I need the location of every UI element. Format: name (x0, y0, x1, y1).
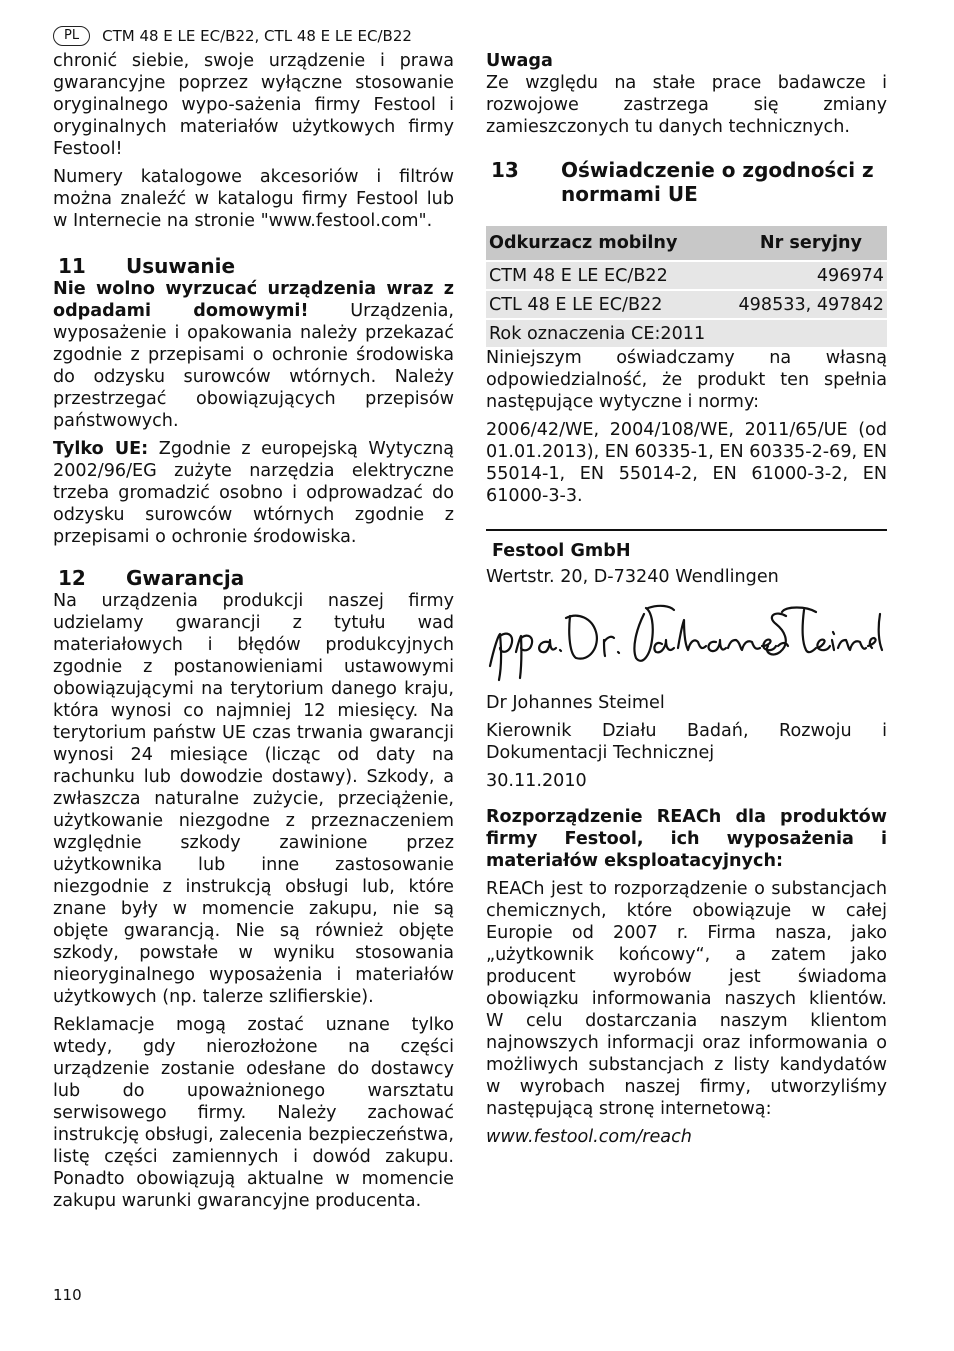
note-title: Uwaga (486, 51, 553, 71)
cell-ce-year: Rok oznaczenia CE:2011 (486, 319, 887, 347)
signature-date: 30.11.2010 (486, 771, 587, 791)
section-number: 12 (58, 566, 86, 590)
table-row-ce (486, 319, 887, 347)
note-text: Ze względu na stałe prace badawcze i rozwojowe zastrzega się zmiany zamieszczonych tu danych technicznych. (486, 73, 887, 137)
company-address: Wertstr. 20, D-73240 Wendlingen (486, 567, 779, 587)
signature-icon (486, 596, 887, 682)
conformity-table (486, 226, 887, 347)
warranty-paragraph-2: Reklamacje mogą zostać uznane tylko wtedy, gdy nierozłożone na części urządzenie zostanie odesłane do dostawcy lub do upoważnionego warsztatu serwisowego firmy. Należy zachować instrukcję obsługi, zalecenia bezpieczeństwa, listę części zamiennych i dowód zakupu. Ponadto obowiązują aktualne w momencie zakupu warunki gwarancyjne producenta. (53, 1015, 454, 1211)
reach-text: REACh jest to rozporządzenie o substancjach chemicznych, które obowiązuje w całej Europie od 2007 r. Firma nasza, jako „użytkownik końcowy“, a zatem jako producent wyrobów jest świadoma obowiązku informowania naszych klientów. W celu dostarczania naszym klientom najnowszych informacji oraz informowania o możliwych substancjach z listy kandydatów w wyrobach naszej firmy, utworzyliśmy następującą stronę internetową: (486, 879, 887, 1119)
section-number: 11 (58, 254, 86, 278)
signature-image (486, 596, 887, 682)
disposal-warning: Nie wolno wyrzucać urządzenia wraz z odpadami domowymi! (53, 279, 454, 321)
section-number: 13 (491, 158, 519, 182)
reach-title: Rozporządzenie REACh dla produktów firmy Festool, ich wyposażenia i materiałów eksploatacyjnych: (486, 807, 887, 871)
section-title: Gwarancja (126, 566, 245, 590)
column-header-model: Odkurzacz mobilny (486, 226, 711, 261)
page-number: 110 (53, 1286, 82, 1304)
disposal-text: Urządzenia, wyposażenie i opakowania należy przekazać zgodnie z przepisami o ochronie środowiska do odzysku surowców wtórnych. Należy przestrzegać obowiązujących przepisów państwowych. (53, 301, 454, 431)
header-models: CTM 48 E LE EC/B22, CTL 48 E LE EC/B22 (102, 27, 412, 45)
right-column (486, 50, 887, 1154)
section-title: Usuwanie (126, 254, 236, 278)
page-header (53, 24, 412, 48)
section-12-heading (53, 566, 454, 590)
left-column (53, 50, 454, 1218)
section-13-heading (486, 158, 887, 206)
eu-only-text: Zgodnie z europejską Wytyczną 2002/96/EG zużyte narzędzia elektryczne trzeba gromadzić osobno i odprowadzać do odzysku surowców wtórnych zgodnie z przepisami o ochronie środowiska. (53, 439, 454, 547)
reach-url[interactable]: www.festool.com/reach (486, 1127, 692, 1147)
section-title: Oświadczenie o zgodności z normami UE (561, 158, 874, 206)
table-row (486, 261, 887, 290)
signer-position: Kierownik Działu Badań, Rozwoju i Dokumentacji Technicznej (486, 721, 887, 763)
signer-name: Dr Johannes Steimel (486, 693, 665, 713)
disposal-paragraph-2 (53, 438, 454, 548)
intro-paragraph-2: Numery katalogowe akcesoriów i filtrów można znaleźć w katalogu firmy Festool lub w Internecie na stronie "www.festool.com". (53, 167, 454, 231)
language-badge: PL (53, 26, 90, 46)
declaration-paragraph-1: Niniejszym oświadczamy na własną odpowiedzialność, że produkt ten spełnia następujące wytyczne i normy: (486, 348, 887, 412)
company-name: Festool GmbH (492, 541, 631, 561)
cell-serial: 496974 (711, 261, 887, 290)
cell-model: CTL 48 E LE EC/B22 (486, 290, 711, 319)
cell-serial: 498533, 497842 (711, 290, 887, 319)
cell-model: CTM 48 E LE EC/B22 (486, 261, 711, 290)
eu-only-label: Tylko UE: (53, 439, 149, 459)
table-header-row (486, 226, 887, 261)
intro-paragraph-1: chronić siebie, swoje urządzenie i prawa gwarancyjne poprzez wyłączne stosowanie oryginalnego wypo-sażenia firmy Festool i oryginalnych materiałów użytkowych firmy Festool! (53, 51, 454, 159)
table-row (486, 290, 887, 319)
column-header-serial: Nr seryjny (711, 226, 887, 261)
divider-line (486, 529, 887, 531)
warranty-paragraph-1: Na urządzenia produkcji naszej firmy udzielamy gwarancji z tytułu wad materiałowych i błędów produkcyjnych zgodnie z postanowieniami ustawowymi obowiązującymi na terytorium danego kraju, która wynosi co najmniej 12 miesięcy. Na terytorium państw UE czas trwania gwarancji wynosi 24 miesiące (licząc od daty na rachunku lub dowodzie dostawy). Szkody, a zwłaszcza naturalne zużycie, przeciążenie, użytkowanie niezgodne z przeznaczeniem względnie szkody zawinione przez użytkownika lub inne zastosowanie niezgodnie z instrukcją obsługi lub, które znane były w momencie zakupu, nie są objęte gwarancją. Nie są również objęte szkody, powstałe w wyniku stosowania nieoryginalnego wyposażenia i materiałów użytkowych (np. talerze szlifierskie). (53, 591, 454, 1007)
declaration-standards: 2006/42/WE, 2004/108/WE, 2011/65/UE (od 01.01.2013), EN 60335-1, EN 60335-2-69, EN 55014-1, EN 55014-2, EN 61000-3-2, EN 61000-3-3. (486, 420, 887, 506)
disposal-paragraph-1 (53, 278, 454, 432)
section-11-heading (53, 254, 454, 278)
